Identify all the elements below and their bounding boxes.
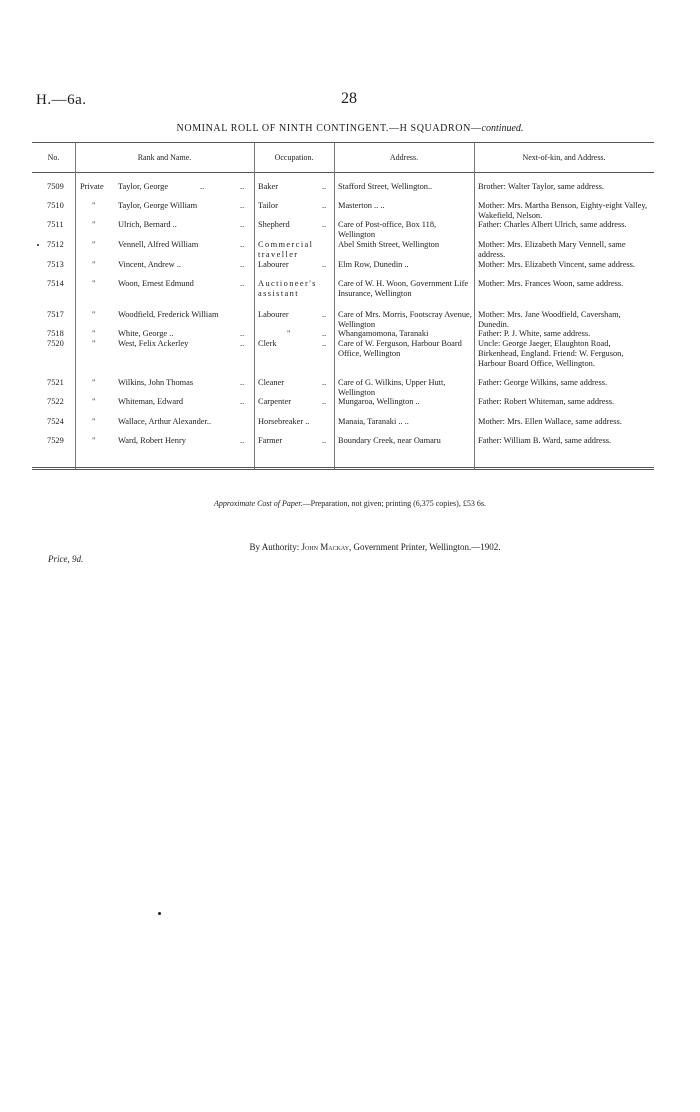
- cell-occ-leader: ..: [322, 397, 327, 406]
- cell-occ-leader: ..: [322, 201, 327, 210]
- cell-leader: ..: [240, 339, 245, 348]
- column-divider: [474, 142, 475, 469]
- cell-occ-leader: ..: [322, 339, 327, 348]
- cell-occupation: Farmer: [258, 436, 283, 445]
- column-divider: [75, 142, 76, 469]
- cell-next-of-kin: Father: George Wilkins, same address.: [478, 378, 608, 387]
- cell-name: Vennell, Alfred William: [118, 240, 199, 249]
- cell-next-of-kin: Mother: Mrs. Frances Woon, same address.: [478, 279, 624, 288]
- cell-leader: ..: [240, 397, 245, 406]
- cell-leader: ..: [240, 260, 245, 269]
- cell-rank: ": [92, 279, 96, 288]
- cell-occupation: Carpenter: [258, 397, 292, 406]
- cell-occ-leader: ..: [322, 220, 327, 229]
- cell-name-dots: ..: [200, 182, 205, 191]
- cell-occupation: Labourer: [258, 310, 289, 319]
- cell-occupation: Labourer: [258, 260, 289, 269]
- cell-address: Care of G. Wilkins, Upper Hutt, Wellington: [338, 378, 446, 397]
- cell-no: 7510: [47, 201, 64, 210]
- cell-no: 7518: [47, 329, 64, 338]
- cell-name: Woon, Ernest Edmund: [118, 279, 194, 288]
- cell-name: Taylor, George: [118, 182, 169, 191]
- cell-name: Vincent, Andrew ..: [118, 260, 181, 269]
- cell-address: Care of Mrs. Morris, Footscray Avenue, Wellington: [338, 310, 472, 329]
- cell-rank: ": [92, 260, 96, 269]
- cell-leader: ..: [240, 329, 245, 338]
- cell-occ-leader: ..: [322, 260, 327, 269]
- cell-leader: ..: [240, 378, 245, 387]
- cell-rank: ": [92, 397, 96, 406]
- table-bottom-rule-2: [32, 469, 654, 470]
- cell-address: Abel Smith Street, Wellington: [338, 240, 440, 249]
- cell-occupation: Horsebreaker ..: [258, 417, 310, 426]
- cell-address: Care of W. H. Woon, Government Life Insurance, Wellington: [338, 279, 469, 298]
- scan-speck: [37, 244, 39, 246]
- cell-next-of-kin: Father: Robert Whiteman, same address.: [478, 397, 615, 406]
- cell-occupation: ": [287, 329, 291, 338]
- cell-occupation: Baker: [258, 182, 278, 191]
- cell-name: Taylor, George William: [118, 201, 198, 210]
- column-divider: [334, 142, 335, 469]
- cell-name: Wilkins, John Thomas: [118, 378, 194, 387]
- cell-no: 7509: [47, 182, 64, 191]
- cell-no: 7512: [47, 240, 64, 249]
- cell-name: Ulrich, Bernard ..: [118, 220, 177, 229]
- cell-rank: ": [92, 329, 96, 338]
- cell-leader: ..: [240, 220, 245, 229]
- table-top-rule: [32, 142, 654, 143]
- cell-name: Woodfield, Frederick William: [118, 310, 219, 319]
- cell-leader: ..: [240, 436, 245, 445]
- cell-no: 7517: [47, 310, 64, 319]
- cell-no: 7513: [47, 260, 64, 269]
- col-header-address: Address.: [389, 153, 419, 162]
- cell-no: 7520: [47, 339, 64, 348]
- col-header-next-of-kin: Next-of-kin, and Address.: [522, 153, 606, 162]
- title-continued: continued.: [481, 123, 524, 134]
- cell-occ-leader: ..: [322, 378, 327, 387]
- cell-address: Whangamomona, Taranaki: [338, 329, 429, 338]
- cell-leader: ..: [240, 182, 245, 191]
- authority-text: , Government Printer, Wellington.—1902.: [349, 542, 501, 552]
- cell-occ-leader: ..: [322, 310, 327, 319]
- cell-no: 7521: [47, 378, 64, 387]
- cell-address: Boundary Creek, near Oamaru: [338, 436, 441, 445]
- cell-occupation: Tailor: [258, 201, 278, 210]
- printer-name: John Mackay: [301, 542, 350, 552]
- cell-address: Elm Row, Dunedin ..: [338, 260, 409, 269]
- cell-leader: ..: [240, 240, 245, 249]
- authority-prefix: By Authority:: [249, 542, 302, 552]
- cell-occupation: Auctioneer's assistant: [258, 279, 317, 298]
- cell-name: White, George ..: [118, 329, 174, 338]
- cell-next-of-kin: Mother: Mrs. Jane Woodfield, Caversham, Dunedin.: [478, 310, 621, 329]
- cell-name: Whiteman, Edward: [118, 397, 184, 406]
- cell-name: Ward, Robert Henry: [118, 436, 186, 445]
- cell-next-of-kin: Father: William B. Ward, same address.: [478, 436, 612, 445]
- cell-rank: ": [92, 201, 96, 210]
- scan-speck: [158, 912, 161, 915]
- cell-next-of-kin: Mother: Mrs. Ellen Wallace, same address.: [478, 417, 622, 426]
- cell-occupation: Clerk: [258, 339, 277, 348]
- cell-address: Manaia, Taranaki .. ..: [338, 417, 409, 426]
- cell-address: Masterton .. ..: [338, 201, 385, 210]
- cell-next-of-kin: Mother: Mrs. Martha Benson, Eighty-eight Valley, Wakefield, Nelson.: [478, 201, 648, 220]
- cell-no: 7522: [47, 397, 64, 406]
- cell-next-of-kin: Uncle: George Jaeger, Elaughton Road, Birkenhead, England. Friend: W. Ferguson, Harbour Board Office, Wellington.: [478, 339, 624, 368]
- cell-address: Mungaroa, Wellington ..: [338, 397, 420, 406]
- cell-no: 7529: [47, 436, 64, 445]
- cell-address: Care of W. Ferguson, Harbour Board Office, Wellington: [338, 339, 462, 358]
- cell-address: Stafford Street, Wellington..: [338, 182, 433, 191]
- cell-leader: ..: [240, 201, 245, 210]
- page-ref: H.—6a.: [36, 92, 87, 108]
- cell-occupation: Shepherd: [258, 220, 290, 229]
- cell-next-of-kin: Brother: Walter Taylor, same address.: [478, 182, 605, 191]
- cell-rank: ": [92, 310, 96, 319]
- cell-leader: ..: [240, 279, 245, 288]
- page-title: [0, 123, 700, 134]
- cell-rank: Private: [80, 182, 104, 191]
- cell-next-of-kin: Father: P. J. White, same address.: [478, 329, 591, 338]
- cell-occupation: Cleaner: [258, 378, 285, 387]
- price-note: Price, 9d.: [48, 554, 84, 564]
- cell-occ-leader: ..: [322, 182, 327, 191]
- approximate-cost-note: [0, 499, 700, 508]
- authority-line: [0, 542, 700, 552]
- cell-next-of-kin: Father: Charles Albert Ulrich, same address.: [478, 220, 627, 229]
- cell-occ-leader: ..: [322, 436, 327, 445]
- col-header-rank-name: Rank and Name.: [137, 153, 192, 162]
- table-bottom-rule: [32, 467, 654, 468]
- cell-address: Care of Post-office, Box 118, Wellington: [338, 220, 437, 239]
- table-header-rule: [32, 172, 654, 173]
- approx-text: —Preparation, not given; printing (6,375 copies), £53 6s.: [302, 499, 486, 508]
- cell-rank: ": [92, 436, 96, 445]
- cell-next-of-kin: Mother: Mrs. Elizabeth Vincent, same address.: [478, 260, 636, 269]
- approx-label: Approximate Cost of Paper.: [214, 499, 303, 508]
- title-main: NOMINAL ROLL OF NINTH CONTINGENT.—H SQUADRON—: [176, 123, 482, 134]
- cell-no: 7514: [47, 279, 64, 288]
- cell-next-of-kin: Mother: Mrs. Elizabeth Mary Vennell, same address.: [478, 240, 626, 259]
- cell-rank: ": [92, 378, 96, 387]
- cell-rank: ": [92, 220, 96, 229]
- cell-rank: ": [92, 417, 96, 426]
- col-header-no: No.: [47, 153, 60, 162]
- col-header-occupation: Occupation.: [274, 153, 314, 162]
- page-number: 28: [341, 90, 357, 107]
- cell-name: Wallace, Arthur Alexander..: [118, 417, 212, 426]
- cell-no: 7511: [47, 220, 64, 229]
- cell-rank: ": [92, 240, 96, 249]
- cell-name: West, Felix Ackerley: [118, 339, 189, 348]
- cell-occupation: Commercial traveller: [258, 240, 314, 259]
- cell-rank: ": [92, 339, 96, 348]
- cell-occ-leader: ..: [322, 329, 327, 338]
- cell-no: 7524: [47, 417, 64, 426]
- column-divider: [254, 142, 255, 469]
